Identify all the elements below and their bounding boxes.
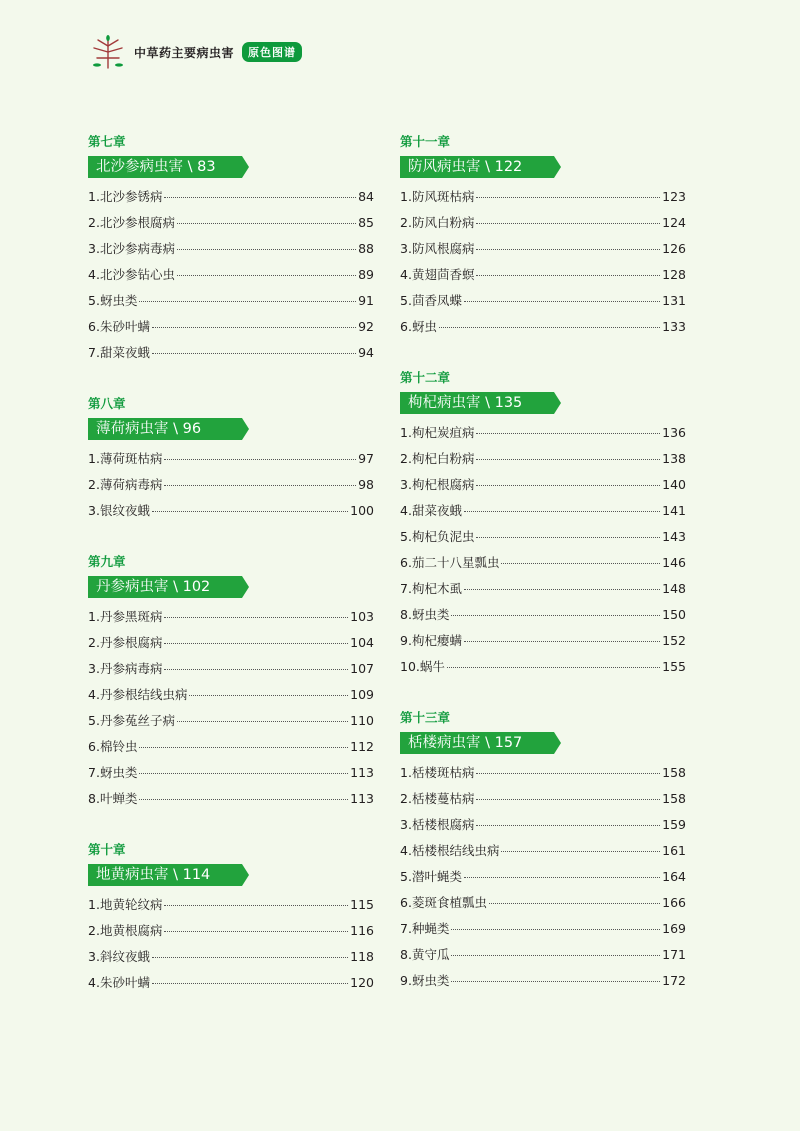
entry-title: 蚜虫类 <box>99 293 138 308</box>
entry-title: 薄荷病毒病 <box>99 477 163 492</box>
toc-entry[interactable] <box>400 239 686 265</box>
toc-entry[interactable] <box>88 475 374 501</box>
entry-title: 栝楼根腐病 <box>411 817 475 832</box>
toc-entry[interactable] <box>88 291 374 317</box>
entry-page: 97 <box>358 451 374 466</box>
entry-number: 5. <box>400 293 412 308</box>
entry-title: 甜菜夜蛾 <box>411 503 462 518</box>
entry-number: 2. <box>88 477 100 492</box>
dot-leader <box>464 641 660 642</box>
entry-page: 169 <box>662 921 686 936</box>
dot-leader <box>464 877 660 878</box>
entry-title: 防风白粉病 <box>411 215 475 230</box>
entry-number: 6. <box>88 739 100 754</box>
toc-entry[interactable] <box>400 789 686 815</box>
entry-page: 128 <box>662 267 686 282</box>
chapter-title-banner[interactable]: 薄荷病虫害 \ 96 <box>88 418 242 440</box>
entry-page: 141 <box>662 503 686 518</box>
entry-title: 丹参根腐病 <box>99 635 163 650</box>
entry-page: 112 <box>350 739 374 754</box>
toc-entry[interactable] <box>88 607 374 633</box>
chapter-title-banner[interactable]: 丹参病虫害 \ 102 <box>88 576 242 598</box>
dot-leader <box>476 825 660 826</box>
entry-number: 3. <box>400 817 412 832</box>
entry-number: 1. <box>88 897 100 912</box>
entry-title: 斜纹夜蛾 <box>99 949 150 964</box>
entry-page: 107 <box>350 661 374 676</box>
dot-leader <box>476 537 660 538</box>
toc-entry[interactable] <box>400 501 686 527</box>
entry-number: 4. <box>400 843 412 858</box>
entry-title: 甜菜夜蛾 <box>99 345 150 360</box>
chapter-label: 第十章 <box>88 842 126 857</box>
dot-leader <box>152 327 356 328</box>
entry-title: 潜叶蝇类 <box>411 869 462 884</box>
entry-title: 蚜虫类 <box>411 607 450 622</box>
toc-entry[interactable] <box>88 685 374 711</box>
dot-leader <box>164 905 348 906</box>
entry-page: 85 <box>358 215 374 230</box>
entry-page: 92 <box>358 319 374 334</box>
toc-entry[interactable] <box>88 763 374 789</box>
entry-title: 北沙参病毒病 <box>99 241 175 256</box>
chapter-12 <box>400 369 686 683</box>
dot-leader <box>476 485 660 486</box>
entry-number: 3. <box>88 661 100 676</box>
entry-page: 98 <box>358 477 374 492</box>
entry-title: 朱砂叶螨 <box>99 975 150 990</box>
entry-title: 栝楼根结线虫病 <box>411 843 500 858</box>
toc-entry[interactable] <box>400 945 686 971</box>
entry-page: 103 <box>350 609 374 624</box>
toc-entry[interactable] <box>400 527 686 553</box>
entry-title: 防风斑枯病 <box>411 189 475 204</box>
entry-title: 蚜虫类 <box>99 765 138 780</box>
entry-page: 171 <box>662 947 686 962</box>
chapter-11 <box>400 133 686 343</box>
entry-page: 143 <box>662 529 686 544</box>
entry-number: 5. <box>400 869 412 884</box>
entry-title: 棉铃虫 <box>99 739 138 754</box>
dot-leader <box>177 223 356 224</box>
toc-entry[interactable] <box>88 343 374 369</box>
dot-leader <box>164 643 348 644</box>
entry-page: 146 <box>662 555 686 570</box>
toc-entry[interactable] <box>400 971 686 997</box>
toc-entry[interactable] <box>400 763 686 789</box>
dot-leader <box>451 955 660 956</box>
dot-leader <box>501 563 660 564</box>
dot-leader <box>476 773 660 774</box>
toc-entry[interactable] <box>400 657 686 683</box>
entry-page: 158 <box>662 791 686 806</box>
entry-title: 黄守瓜 <box>411 947 450 962</box>
dot-leader <box>139 799 348 800</box>
entry-page: 140 <box>662 477 686 492</box>
entry-number: 2. <box>88 215 100 230</box>
entry-number: 3. <box>88 241 100 256</box>
entry-number: 2. <box>88 635 100 650</box>
entry-page: 113 <box>350 791 374 806</box>
entry-page: 116 <box>350 923 374 938</box>
entry-title: 地黄根腐病 <box>99 923 163 938</box>
chapter-label: 第十二章 <box>400 370 451 385</box>
entry-number: 7. <box>400 921 412 936</box>
toc-entry[interactable] <box>88 265 374 291</box>
entry-number: 2. <box>88 923 100 938</box>
entry-page: 164 <box>662 869 686 884</box>
entry-page: 136 <box>662 425 686 440</box>
entry-page: 131 <box>662 293 686 308</box>
entry-number: 4. <box>88 267 100 282</box>
toc-entry[interactable] <box>400 213 686 239</box>
entry-number: 10. <box>400 659 420 674</box>
entry-title: 北沙参钻心虫 <box>99 267 175 282</box>
entry-title: 蚜虫 <box>411 319 437 334</box>
entry-title: 栝楼蔓枯病 <box>411 791 475 806</box>
toc-entry[interactable] <box>88 789 374 815</box>
dot-leader <box>164 669 348 670</box>
entry-number: 1. <box>88 189 100 204</box>
entry-number: 3. <box>400 241 412 256</box>
entry-number: 4. <box>88 975 100 990</box>
dot-leader <box>164 459 356 460</box>
toc-entry[interactable] <box>88 659 374 685</box>
entry-page: 148 <box>662 581 686 596</box>
toc-entry[interactable] <box>88 213 374 239</box>
chapter-label: 第八章 <box>88 396 126 411</box>
entry-title: 叶蝉类 <box>99 791 138 806</box>
entry-title: 朱砂叶螨 <box>99 319 150 334</box>
entry-page: 110 <box>350 713 374 728</box>
chapter-7 <box>88 133 374 369</box>
entry-page: 152 <box>662 633 686 648</box>
dot-leader <box>164 931 348 932</box>
dot-leader <box>476 799 660 800</box>
toc-entry[interactable] <box>400 631 686 657</box>
entry-number: 6. <box>88 319 100 334</box>
entry-title: 薄荷斑枯病 <box>99 451 163 466</box>
entry-number: 4. <box>400 503 412 518</box>
entry-title: 丹参黑斑病 <box>99 609 163 624</box>
entry-title: 茄二十八星瓢虫 <box>411 555 500 570</box>
entry-number: 3. <box>88 949 100 964</box>
entry-page: 88 <box>358 241 374 256</box>
toc-entry[interactable] <box>88 947 374 973</box>
dot-leader <box>464 511 660 512</box>
dot-leader <box>476 433 660 434</box>
dot-leader <box>189 695 348 696</box>
dot-leader <box>152 957 348 958</box>
toc-entry[interactable] <box>88 449 374 475</box>
entry-number: 5. <box>400 529 412 544</box>
chapter-title-banner[interactable]: 防风病虫害 \ 122 <box>400 156 554 178</box>
entry-number: 7. <box>88 765 100 780</box>
dot-leader <box>447 667 660 668</box>
herb-logo-icon <box>88 32 128 72</box>
dot-leader <box>464 301 660 302</box>
chapter-title-banner[interactable]: 北沙参病虫害 \ 83 <box>88 156 242 178</box>
entry-number: 9. <box>400 973 412 988</box>
entry-number: 6. <box>400 555 412 570</box>
entry-page: 113 <box>350 765 374 780</box>
toc-entry[interactable] <box>400 553 686 579</box>
toc-entry[interactable] <box>400 867 686 893</box>
toc-entry[interactable] <box>400 187 686 213</box>
entry-number: 1. <box>88 609 100 624</box>
entry-title: 银纹夜蛾 <box>99 503 150 518</box>
entry-number: 1. <box>400 765 412 780</box>
toc-column-left <box>88 133 374 1025</box>
dot-leader <box>177 721 348 722</box>
entry-page: 138 <box>662 451 686 466</box>
chapter-label: 第九章 <box>88 554 126 569</box>
dot-leader <box>164 197 356 198</box>
toc-column-right <box>400 133 686 1023</box>
entry-number: 6. <box>400 319 412 334</box>
chapter-title-banner[interactable]: 地黄病虫害 \ 114 <box>88 864 242 886</box>
entry-page: 84 <box>358 189 374 204</box>
dot-leader <box>476 459 660 460</box>
chapter-title-banner[interactable]: 枸杞病虫害 \ 135 <box>400 392 554 414</box>
dot-leader <box>451 981 660 982</box>
entry-number: 1. <box>400 425 412 440</box>
entry-page: 166 <box>662 895 686 910</box>
entry-page: 120 <box>350 975 374 990</box>
entry-number: 1. <box>88 451 100 466</box>
entry-number: 8. <box>400 607 412 622</box>
entry-page: 155 <box>662 659 686 674</box>
dot-leader <box>476 249 660 250</box>
toc-entry[interactable] <box>400 841 686 867</box>
entry-title: 北沙参根腐病 <box>99 215 175 230</box>
entry-page: 150 <box>662 607 686 622</box>
dot-leader <box>501 851 660 852</box>
chapter-label: 第七章 <box>88 134 126 149</box>
toc-entry[interactable] <box>400 265 686 291</box>
entry-page: 100 <box>350 503 374 518</box>
dot-leader <box>152 353 356 354</box>
entry-page: 94 <box>358 345 374 360</box>
toc-entry[interactable] <box>88 711 374 737</box>
toc-entry[interactable] <box>88 737 374 763</box>
entry-number: 8. <box>88 791 100 806</box>
entry-title: 枸杞瘿螨 <box>411 633 462 648</box>
entry-page: 133 <box>662 319 686 334</box>
toc-entry[interactable] <box>88 317 374 343</box>
entry-page: 91 <box>358 293 374 308</box>
toc-entry[interactable] <box>400 291 686 317</box>
dot-leader <box>152 983 348 984</box>
entry-page: 124 <box>662 215 686 230</box>
dot-leader <box>177 249 356 250</box>
toc-entry[interactable] <box>88 187 374 213</box>
entry-title: 枸杞根腐病 <box>411 477 475 492</box>
dot-leader <box>139 747 348 748</box>
entry-page: 161 <box>662 843 686 858</box>
toc-entry[interactable] <box>400 919 686 945</box>
entry-number: 5. <box>88 293 100 308</box>
entry-title: 枸杞炭疽病 <box>411 425 475 440</box>
toc-entry[interactable] <box>88 633 374 659</box>
entry-page: 118 <box>350 949 374 964</box>
entry-title: 枸杞木虱 <box>411 581 462 596</box>
entry-title: 菱斑食植瓢虫 <box>411 895 487 910</box>
entry-page: 172 <box>662 973 686 988</box>
dot-leader <box>139 301 356 302</box>
entry-number: 4. <box>400 267 412 282</box>
chapter-13 <box>400 709 686 997</box>
entry-number: 8. <box>400 947 412 962</box>
toc-entry[interactable] <box>88 895 374 921</box>
book-tag: 原色图谱 <box>242 42 302 62</box>
entry-number: 2. <box>400 215 412 230</box>
toc-entry[interactable] <box>400 475 686 501</box>
dot-leader <box>451 929 660 930</box>
entry-number: 2. <box>400 791 412 806</box>
entry-title: 茴香凤蝶 <box>411 293 462 308</box>
dot-leader <box>152 511 348 512</box>
entry-page: 126 <box>662 241 686 256</box>
page-header <box>88 32 302 72</box>
entry-number: 9. <box>400 633 412 648</box>
entry-title: 防风根腐病 <box>411 241 475 256</box>
dot-leader <box>489 903 660 904</box>
entry-title: 地黄轮纹病 <box>99 897 163 912</box>
chapter-title-banner[interactable]: 栝楼病虫害 \ 157 <box>400 732 554 754</box>
chapter-9 <box>88 553 374 815</box>
entry-title: 蜗牛 <box>419 659 445 674</box>
toc-entry[interactable] <box>400 893 686 919</box>
entry-page: 115 <box>350 897 374 912</box>
toc-entry[interactable] <box>88 921 374 947</box>
entry-number: 1. <box>400 189 412 204</box>
dot-leader <box>464 589 660 590</box>
entry-number: 3. <box>88 503 100 518</box>
chapter-label: 第十一章 <box>400 134 451 149</box>
toc-entry[interactable] <box>88 973 374 999</box>
chapter-label: 第十三章 <box>400 710 451 725</box>
entry-page: 89 <box>358 267 374 282</box>
entry-page: 104 <box>350 635 374 650</box>
entry-title: 丹参菟丝子病 <box>99 713 175 728</box>
entry-page: 159 <box>662 817 686 832</box>
dot-leader <box>164 485 356 486</box>
toc-entry[interactable] <box>88 501 374 527</box>
entry-number: 2. <box>400 451 412 466</box>
entry-number: 7. <box>400 581 412 596</box>
dot-leader <box>177 275 356 276</box>
entry-number: 5. <box>88 713 100 728</box>
entry-title: 枸杞白粉病 <box>411 451 475 466</box>
toc-entry[interactable] <box>400 579 686 605</box>
entry-title: 栝楼斑枯病 <box>411 765 475 780</box>
entry-number: 3. <box>400 477 412 492</box>
entry-number: 7. <box>88 345 100 360</box>
dot-leader <box>439 327 660 328</box>
entry-page: 109 <box>350 687 374 702</box>
entry-title: 蚜虫类 <box>411 973 450 988</box>
toc-entry[interactable] <box>400 605 686 631</box>
toc-entry[interactable] <box>400 317 686 343</box>
entry-title: 丹参病毒病 <box>99 661 163 676</box>
dot-leader <box>164 617 348 618</box>
entry-page: 123 <box>662 189 686 204</box>
book-title: 中草药主要病虫害 <box>134 45 235 60</box>
entry-title: 北沙参锈病 <box>99 189 163 204</box>
entry-title: 丹参根结线虫病 <box>99 687 188 702</box>
entry-title: 枸杞负泥虫 <box>411 529 475 544</box>
toc-entry[interactable] <box>400 449 686 475</box>
entry-number: 4. <box>88 687 100 702</box>
dot-leader <box>139 773 348 774</box>
chapter-8 <box>88 395 374 527</box>
entry-page: 158 <box>662 765 686 780</box>
dot-leader <box>451 615 660 616</box>
dot-leader <box>476 223 660 224</box>
toc-entry[interactable] <box>400 423 686 449</box>
toc-entry[interactable] <box>400 815 686 841</box>
entry-title: 黄翅茴香螟 <box>411 267 475 282</box>
toc-entry[interactable] <box>88 239 374 265</box>
chapter-10 <box>88 841 374 999</box>
dot-leader <box>476 275 660 276</box>
entry-number: 6. <box>400 895 412 910</box>
dot-leader <box>476 197 660 198</box>
entry-title: 种蝇类 <box>411 921 450 936</box>
